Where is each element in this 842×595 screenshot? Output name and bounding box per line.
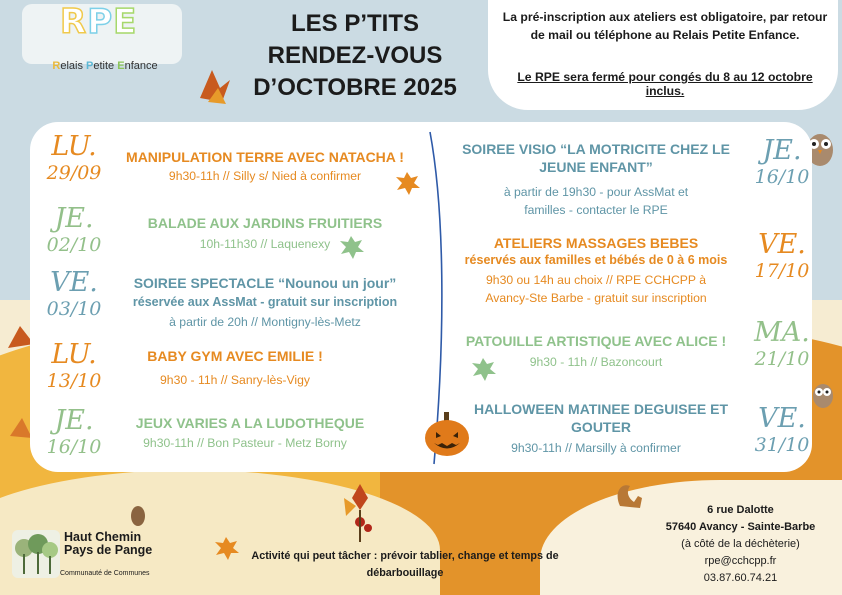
event-title: BALADE AUX JARDINS FRUITIERS: [147, 215, 383, 231]
event-details: 9h30-11h // Silly s/ Nied à confirmer: [168, 169, 362, 183]
date-label: LU. 29/09: [46, 131, 102, 184]
logo-letter-e: E: [113, 2, 138, 42]
date-label: JE. 02/10: [46, 203, 102, 256]
event-details: Avancy-Ste Barbe - gratuit sur inscription: [485, 291, 707, 305]
pinecone-icon: [126, 504, 150, 528]
date-label: LU. 13/10: [46, 339, 102, 392]
phone-number: 03.87.60.74.21: [703, 572, 778, 584]
event-restriction: réservée aux AssMat - gratuit sur inscription: [132, 295, 398, 309]
event-title: HALLOWEEN MATINEE DEGUISEE ET GOUTER: [473, 401, 729, 435]
rpe-logo: [60, 2, 137, 42]
date-label: VE. 31/10: [754, 403, 810, 456]
logo-letter-p: P: [87, 2, 114, 42]
paint-splat-green-icon: [468, 354, 498, 384]
event-title: JEUX VARIES A LA LUDOTHEQUE: [135, 415, 365, 431]
date-label: VE. 03/10: [46, 267, 102, 320]
squirrel-icon: [612, 478, 648, 514]
event-details: à partir de 19h30 - pour AssMat et: [503, 185, 689, 199]
date-label: JE. 16/10: [46, 405, 102, 458]
event-details: 10h-11h30 // Laquenexy: [199, 237, 331, 251]
event-title: BABY GYM AVEC EMILIE !: [147, 348, 323, 364]
logo-letter-r: R: [60, 2, 88, 42]
page-title: LES P’TITS RENDEZ-VOUS D’OCTOBRE 2025: [253, 10, 457, 101]
date-label: VE. 17/10: [754, 229, 810, 282]
event-title: SOIREE SPECTACLE “Nounou un jour”: [133, 275, 397, 291]
autumn-branch-icon: [330, 476, 390, 546]
closure-notice: Le RPE sera fermé pour congés du 8 au 12 octobre inclus.: [517, 70, 813, 98]
event-title: MANIPULATION TERRE AVEC NATACHA !: [126, 149, 404, 165]
event-restriction: réservés aux familles et bébés de 0 à 6 mois: [464, 253, 728, 267]
paint-splat-green-icon: [336, 232, 366, 262]
community-subtitle: Communauté de Communes: [60, 570, 150, 577]
event-details: 9h30 - 11h // Sanry-lès-Vigy: [160, 373, 310, 387]
logo-subtitle: Relais Petite Enfance: [52, 60, 158, 72]
event-details: à partir de 20h // Montigny-lès-Metz: [169, 315, 361, 329]
date-label: JE. 16/10: [754, 135, 810, 188]
messy-activity-note: Activité qui peut tâcher : prévoir tablier, change et temps de débarbouillage: [251, 550, 559, 579]
community-name: Haut Chemin Pays de Pange: [64, 530, 153, 557]
event-details: 9h30-11h // Marsilly à confirmer: [511, 441, 681, 455]
event-title: ATELIERS MASSAGES BEBES: [493, 235, 699, 251]
email-link[interactable]: rpe@cchcpp.fr: [704, 555, 777, 567]
community-trees-logo-icon: [12, 530, 60, 578]
event-details: 9h30 ou 14h au choix // RPE CCHCPP à: [486, 273, 706, 287]
registration-notice: La pré-inscription aux ateliers est obligatoire, par retour de mail ou téléphone au Relais Petite Enfance.: [502, 10, 828, 42]
event-details: 9h30-11h // Bon Pasteur - Metz Borny: [143, 436, 347, 450]
autumn-leaves-icon: [190, 58, 240, 108]
paint-splat-orange-icon: [392, 168, 422, 198]
event-details: 9h30 - 11h // Bazoncourt: [529, 355, 663, 369]
pumpkin-icon: [422, 410, 472, 458]
event-title: PATOUILLE ARTISTIQUE AVEC ALICE !: [465, 333, 727, 349]
event-title: SOIREE VISIO “LA MOTRICITE CHEZ LE JEUNE ENFANT”: [462, 141, 730, 175]
contact-address: 6 rue Dalotte 57640 Avancy - Sainte-Barbe (à côté de la déchèterie) rpe@cchcpp.fr 03.87.60.74.21: [648, 502, 833, 587]
event-details: familles - contacter le RPE: [524, 203, 668, 217]
date-label: MA. 21/10: [754, 317, 810, 370]
